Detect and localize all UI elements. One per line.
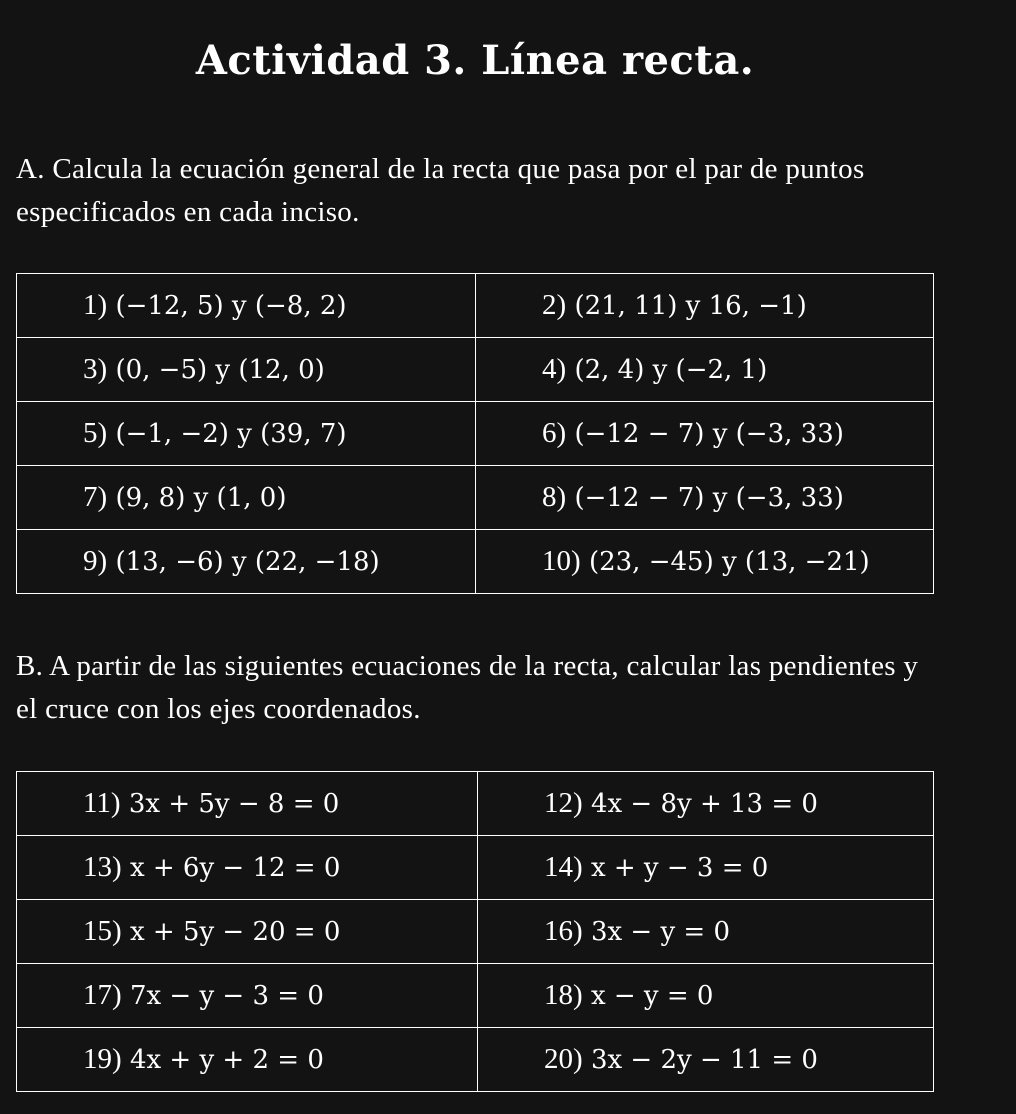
table-row (17, 466, 934, 530)
exercise-cell (478, 964, 934, 1028)
exercise-number: 5) (83, 417, 108, 449)
exercise-number: 17) (83, 979, 122, 1011)
exercise-number: 8) (542, 481, 567, 513)
exercise-cell (17, 900, 478, 964)
exercise-cell (478, 836, 934, 900)
exercise-number: 3) (83, 353, 108, 385)
exercise-equation: 4x − 8y + 13 = 0 (590, 789, 818, 819)
exercise-number: 7) (83, 481, 108, 513)
exercise-equation: 3x − y = 0 (590, 917, 731, 947)
exercise-cell (17, 964, 478, 1028)
exercise-cell (17, 338, 476, 402)
exercise-number: 18) (544, 979, 583, 1011)
exercise-cell (17, 274, 476, 338)
exercise-number: 14) (544, 851, 583, 883)
exercise-equation: 7x − y − 3 = 0 (129, 981, 324, 1011)
exercise-equation: 4x + y + 2 = 0 (129, 1045, 324, 1075)
exercise-cell (476, 274, 934, 338)
exercise-points: (23, −45) y (13, −21) (588, 547, 870, 577)
exercise-cell (17, 836, 478, 900)
exercise-number: 11) (83, 787, 121, 819)
exercise-cell (478, 772, 934, 836)
exercise-cell (17, 772, 478, 836)
exercise-number: 12) (544, 787, 583, 819)
exercise-number: 20) (544, 1043, 583, 1075)
table-row (17, 836, 934, 900)
exercise-equation: x − y = 0 (590, 981, 714, 1011)
exercise-cell (17, 530, 476, 594)
exercise-points: (−1, −2) y (39, 7) (115, 419, 347, 449)
exercise-number: 1) (83, 289, 108, 321)
table-row (17, 900, 934, 964)
exercise-points: (9, 8) y (1, 0) (115, 483, 287, 513)
table-row (17, 338, 934, 402)
exercise-points: (0, −5) y (12, 0) (115, 355, 325, 385)
section-b-instruction: B. A partir de las siguientes ecuaciones de la recta, calcular las pendientes y el cruce con los ejes coordenados. (16, 650, 919, 725)
exercise-cell (17, 1028, 478, 1092)
exercise-number: 15) (83, 915, 122, 947)
exercise-points: (−12 − 7) y (−3, 33) (574, 483, 844, 513)
exercise-equation: 3x + 5y − 8 = 0 (128, 789, 340, 819)
exercise-number: 2) (542, 289, 567, 321)
table-row (17, 772, 934, 836)
table-row (17, 1028, 934, 1092)
exercise-cell (476, 466, 934, 530)
exercise-points: (13, −6) y (22, −18) (115, 547, 380, 577)
points-table (16, 273, 934, 594)
exercise-cell (478, 1028, 934, 1092)
exercise-equation: x + y − 3 = 0 (590, 853, 769, 883)
exercise-points: (−12, 5) y (−8, 2) (115, 291, 347, 321)
table-row (17, 402, 934, 466)
section-a-instruction: A. Calcula la ecuación general de la recta que pasa por el par de puntos especificados en cada inciso. (16, 153, 865, 228)
exercise-points: (−12 − 7) y (−3, 33) (574, 419, 844, 449)
equations-table (16, 771, 934, 1092)
exercise-points: (2, 4) y (−2, 1) (574, 355, 768, 385)
exercise-points: (21, 11) y 16, −1) (574, 291, 807, 321)
exercise-cell (476, 530, 934, 594)
exercise-cell (17, 402, 476, 466)
exercise-number: 6) (542, 417, 567, 449)
table-row (17, 530, 934, 594)
exercise-number: 16) (544, 915, 583, 947)
page-title: Actividad 3. Línea recta. (195, 37, 755, 84)
exercise-number: 10) (542, 545, 581, 577)
exercise-cell (476, 338, 934, 402)
exercise-number: 19) (83, 1043, 122, 1075)
exercise-equation: 3x − 2y − 11 = 0 (590, 1045, 818, 1075)
exercise-number: 4) (542, 353, 567, 385)
exercise-cell (478, 900, 934, 964)
exercise-cell (476, 402, 934, 466)
exercise-cell (17, 466, 476, 530)
exercise-equation: x + 5y − 20 = 0 (129, 917, 341, 947)
exercise-number: 9) (83, 545, 108, 577)
table-row (17, 964, 934, 1028)
exercise-equation: x + 6y − 12 = 0 (129, 853, 341, 883)
table-row (17, 274, 934, 338)
exercise-number: 13) (83, 851, 122, 883)
